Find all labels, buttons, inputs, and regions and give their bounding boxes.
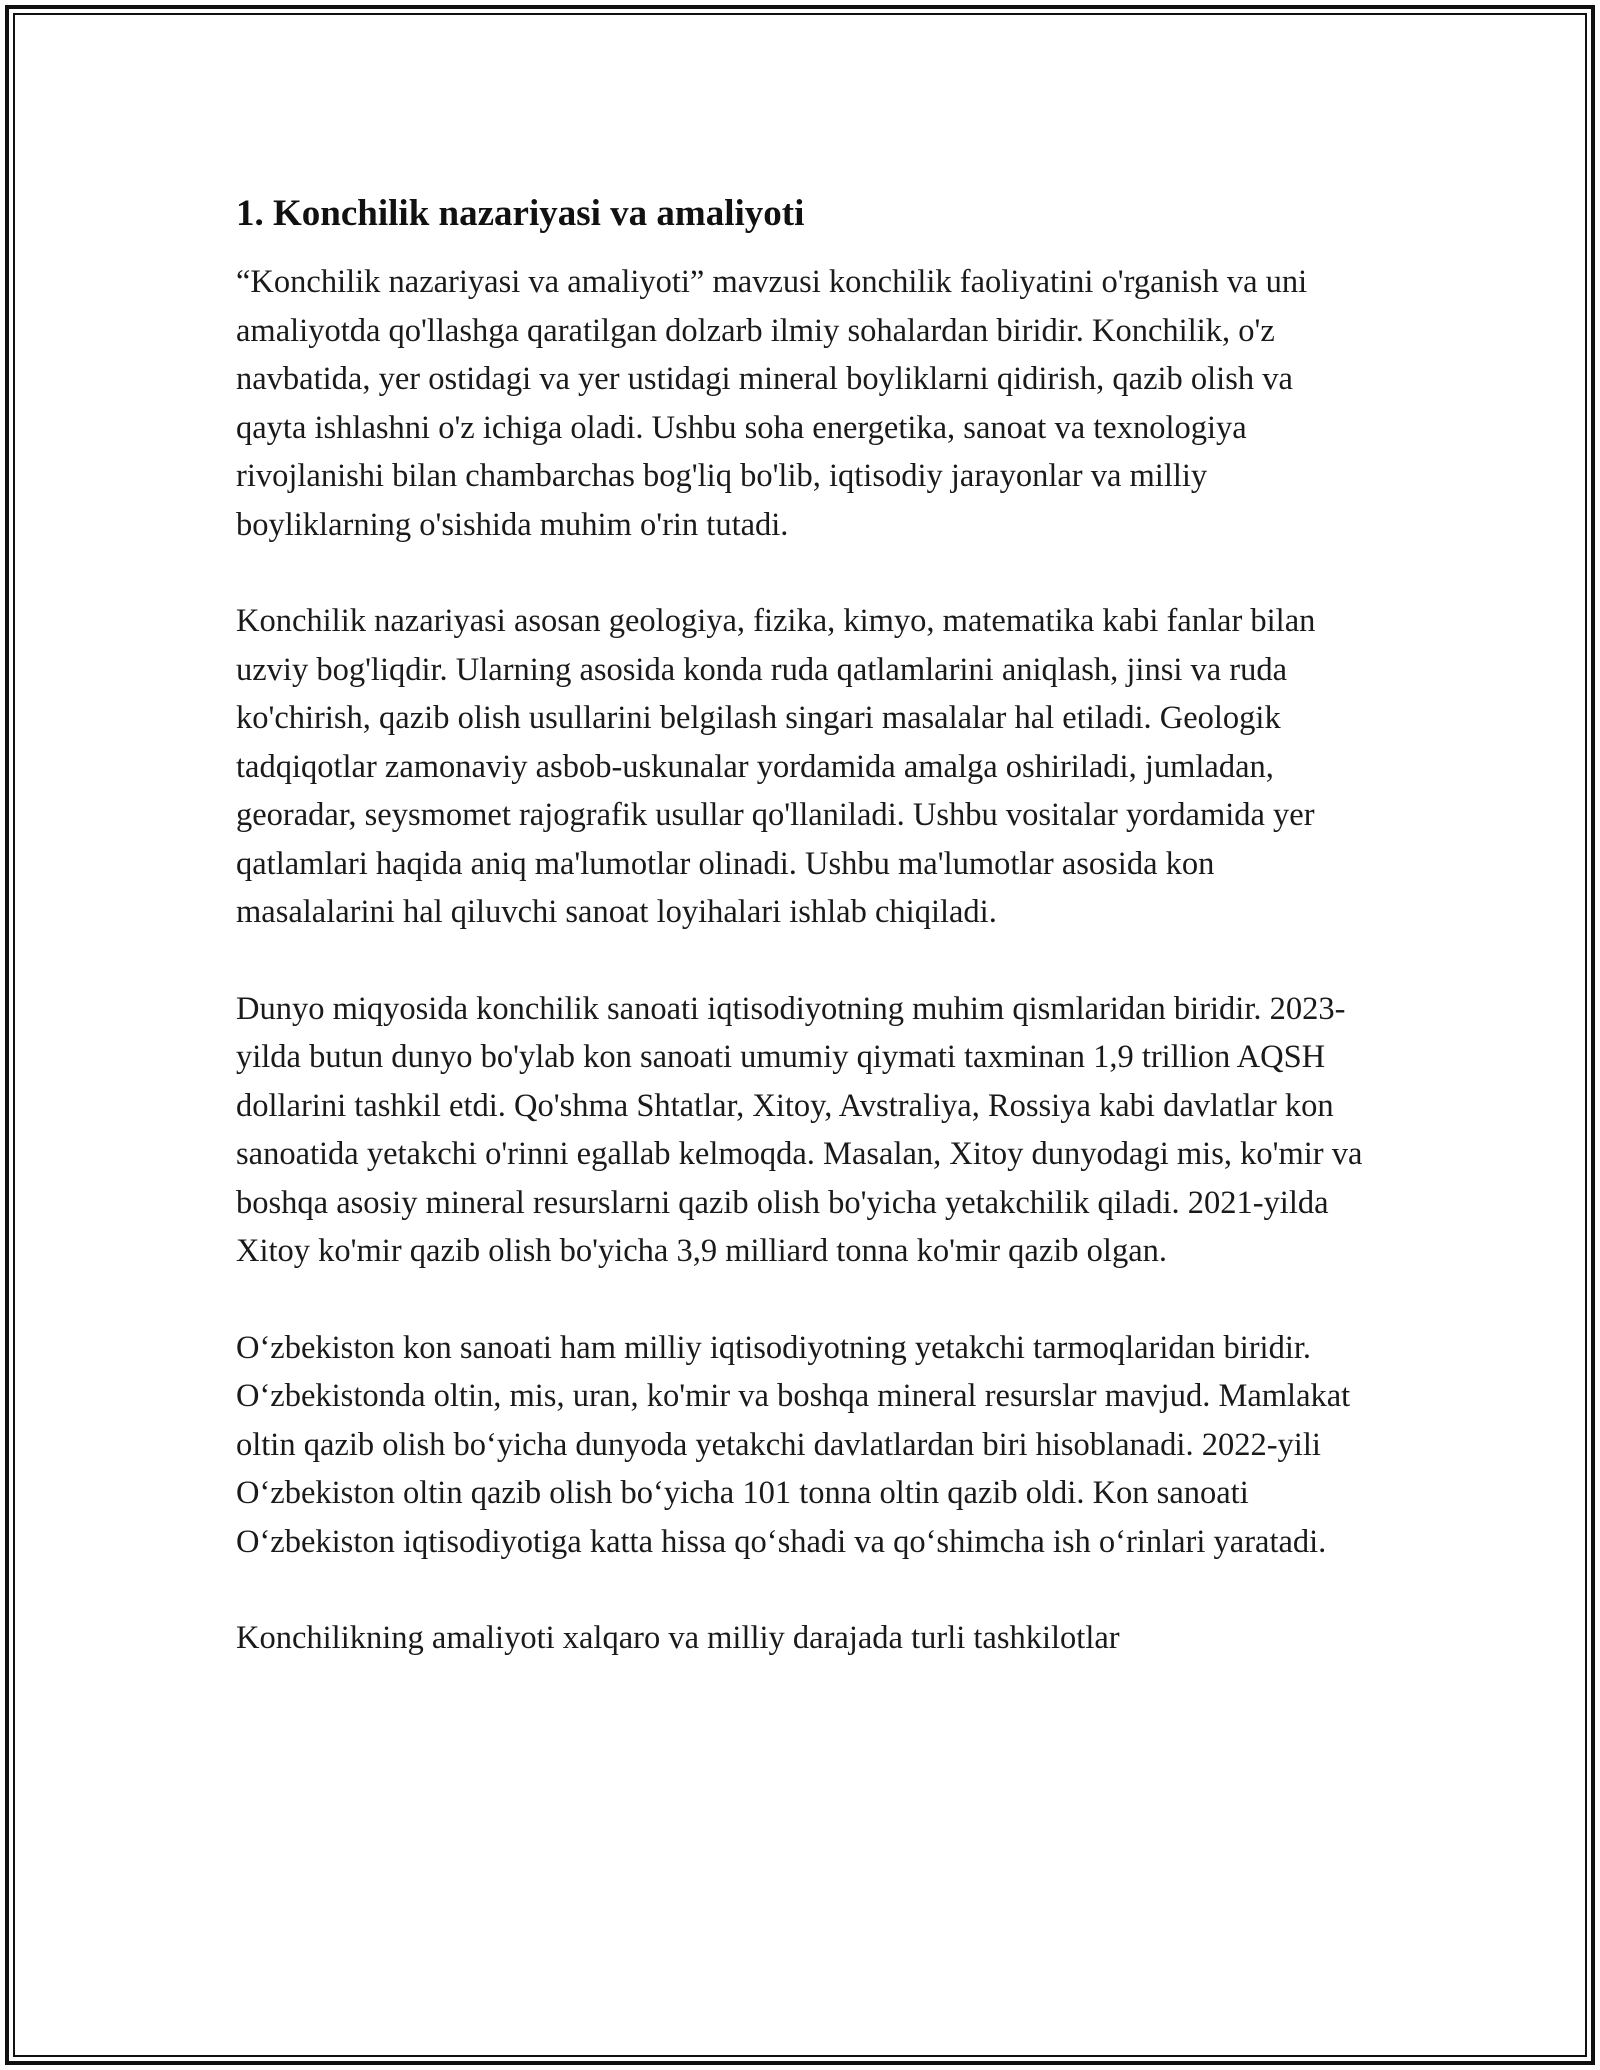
paragraph-5: Konchilikning amaliyoti xalqaro va milliy darajada turli tashkilotlar: [236, 1620, 1120, 1656]
section-heading: 1. Konchilik nazariyasi va amaliyoti: [236, 193, 805, 234]
paragraph-4: O‘zbekiston kon sanoati ham milliy iqtisodiyotning yetakchi tarmoqlaridan biridir. O‘zbekistonda oltin, mis, uran, ko'mir va boshqa mineral resurslar mavjud. Mamlakat oltin qazib olish bo‘yicha dunyoda yetakchi davlatlardan biri hisoblanadi. 2022-yili O‘zbekiston oltin qazib olish bo‘yicha 101 tonna oltin qazib oldi. Kon sanoati O‘zbekiston iqtisodiyotiga katta hissa qo‘shadi va qo‘shimcha ish o‘rinlari yaratadi.: [236, 1329, 1351, 1560]
paragraph-1: “Konchilik nazariyasi va amaliyoti” mavzusi konchilik faoliyatini o'rganish va uni amaliyotda qo'llashga qaratilgan dolzarb ilmiy sohalardan biridir. Konchilik, o'z navbatida, yer ostidagi va yer ustidagi mineral boyliklarni qidirish, qazib olish va qayta ishlashni o'z ichiga oladi. Ushbu soha energetika, sanoat va texnologiya rivojlanishi bilan chambarchas bog'liq bo'lib, iqtisodiy jarayonlar va milliy boyliklarning o'sishida muhim o'rin tutadi.: [236, 264, 1308, 543]
document-body: [236, 186, 1366, 1711]
paragraph-2: Konchilik nazariyasi asosan geologiya, fizika, kimyo, matematika kabi fanlar bilan uzviy bog'liqdir. Ularning asosida konda ruda qatlamlarini aniqlash, jinsi va ruda ko'chirish, qazib olish usullarini belgilash singari masalalar hal etiladi. Geologik tadqiqotlar zamonaviy asbob-uskunalar yordamida amalga oshiriladi, jumladan, georadar, seysmomet rajografik usullar qo'llaniladi. Ushbu vositalar yordamida yer qatlamlari haqida aniq ma'lumotlar olinadi. Ushbu ma'lumotlar asosida kon masalalarini hal qiluvchi sanoat loyihalari ishlab chiqiladi.: [236, 603, 1316, 930]
paragraph-3: Dunyo miqyosida konchilik sanoati iqtisodiyotning muhim qismlaridan biridir. 2023-yilda butun dunyo bo'ylab kon sanoati umumiy qiymati taxminan 1,9 trillion AQSH dollarini tashkil etdi. Qo'shma Shtatlar, Xitoy, Avstraliya, Rossiya kabi davlatlar kon sanoatida yetakchi o'rinni egallab kelmoqda. Masalan, Xitoy dunyodagi mis, ko'mir va boshqa asosiy mineral resurslarni qazib olish bo'yicha yetakchilik qiladi. 2021-yilda Xitoy ko'mir qazib olish bo'yicha 3,9 milliard tonna ko'mir qazib olgan.: [236, 990, 1363, 1269]
